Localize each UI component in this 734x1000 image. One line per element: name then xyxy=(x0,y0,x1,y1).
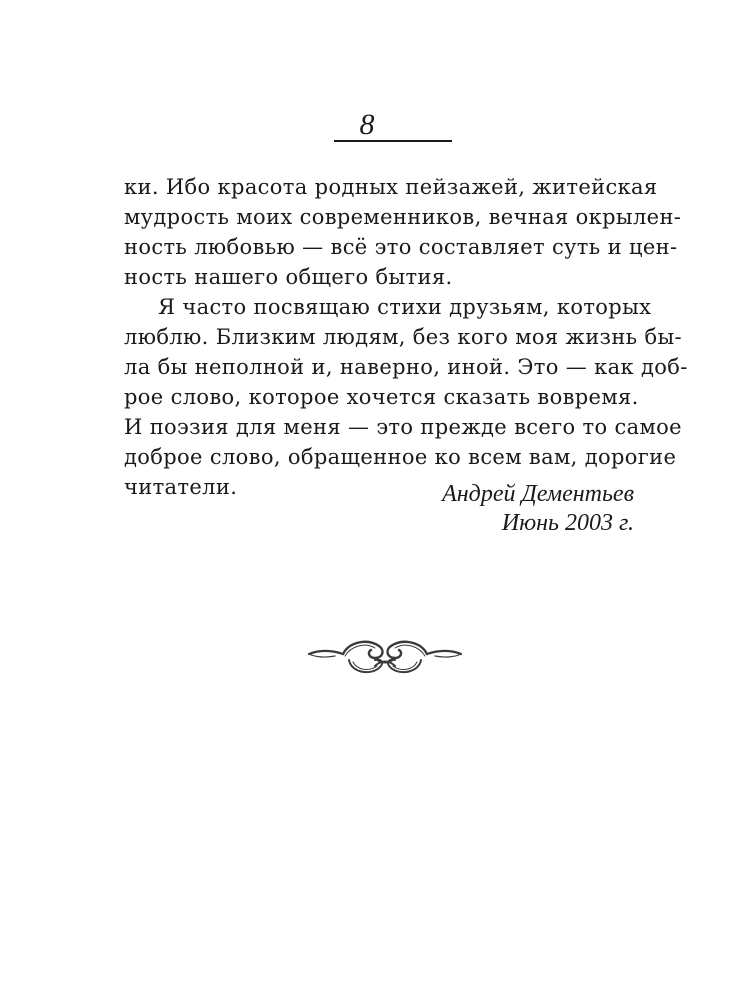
text-line: ность нашего общего бытия. xyxy=(124,265,453,289)
paragraph-1 xyxy=(124,172,682,292)
text-line: И поэзия для меня — это прежде всего то самое xyxy=(124,415,682,439)
paragraph-2 xyxy=(124,292,688,502)
page-number-rule xyxy=(334,140,452,142)
text-line: люблю. Близким людям, без кого моя жизнь бы- xyxy=(124,325,682,349)
text-line: рое слово, которое хочется сказать вовремя. xyxy=(124,385,639,409)
text-line: читатели. xyxy=(124,475,238,499)
text-line: доброе слово, обращенное ко всем вам, дорогие xyxy=(124,445,677,469)
text-line: ность любовью — всё это составляет суть и цен- xyxy=(124,235,678,259)
body-text xyxy=(124,172,688,502)
text-line: ла бы неполной и, наверно, иной. Это — как доб- xyxy=(124,355,688,379)
text-line: ки. Ибо красота родных пейзажей, житейская xyxy=(124,175,658,199)
signature-date: Июнь 2003 г. xyxy=(501,510,634,536)
signature-author: Андрей Дементьев xyxy=(442,481,634,507)
text-line: Я часто посвящаю стихи друзьям, которых xyxy=(158,295,652,319)
text-line: мудрость моих современников, вечная окрылен- xyxy=(124,205,682,229)
scroll-ornament-icon xyxy=(305,632,465,680)
page-number: 8 xyxy=(359,108,375,141)
